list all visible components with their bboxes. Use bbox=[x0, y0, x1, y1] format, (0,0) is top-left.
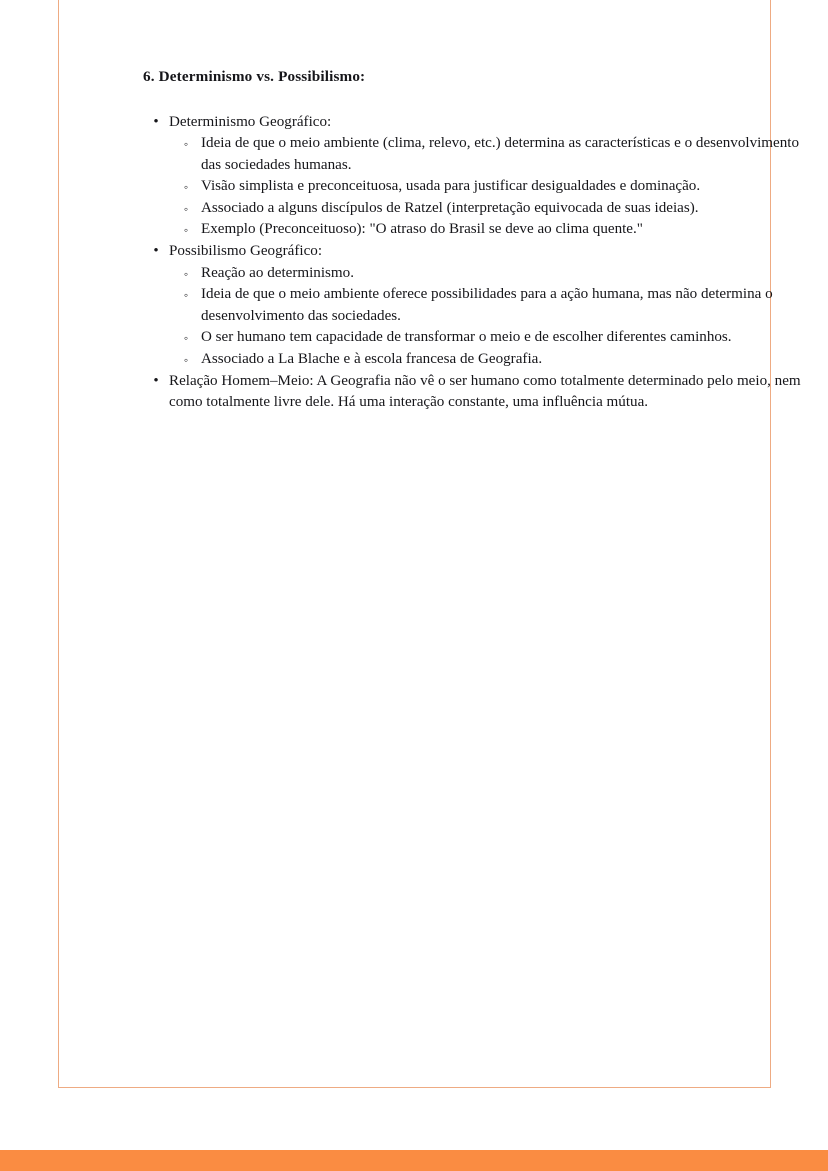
document-content bbox=[143, 67, 803, 414]
list-item bbox=[169, 176, 803, 198]
sub-list bbox=[169, 133, 803, 241]
bullet-circle-icon: ◦ bbox=[183, 201, 189, 216]
list-item-text: Reação ao determinismo. bbox=[201, 264, 354, 281]
list-item bbox=[143, 241, 803, 371]
bullet-circle-icon: ◦ bbox=[183, 137, 189, 152]
list-item bbox=[169, 198, 803, 220]
list-item bbox=[169, 327, 803, 349]
bullet-circle-icon: ◦ bbox=[183, 266, 189, 281]
section-label: Possibilismo Geográfico: bbox=[169, 243, 323, 260]
bullet-circle-icon: ◦ bbox=[183, 331, 189, 346]
list-item-text: Associado a La Blache e à escola francesa de Geografia. bbox=[201, 351, 543, 368]
list-item-text: Exemplo (Preconceituoso): "O atraso do Brasil se deve ao clima quente." bbox=[201, 221, 643, 238]
list-item bbox=[143, 371, 803, 414]
list-item-text: Ideia de que o meio ambiente (clima, relevo, etc.) determina as características e o desenvolvimento das sociedades humanas. bbox=[201, 135, 800, 173]
list-item bbox=[169, 219, 803, 241]
page-title: 6. Determinismo vs. Possibilismo: bbox=[143, 68, 366, 85]
document-page-sheet bbox=[58, 0, 801, 1088]
list-item bbox=[143, 112, 803, 242]
list-item bbox=[169, 349, 803, 371]
bullet-disc-icon: • bbox=[153, 243, 159, 260]
list-item-text: Ideia de que o meio ambiente oferece possibilidades para a ação humana, mas não determina o desenvolvimento das sociedades. bbox=[201, 286, 773, 324]
list-item-text: Associado a alguns discípulos de Ratzel (interpretação equivocada de suas ideias). bbox=[201, 199, 699, 216]
outline-list bbox=[143, 112, 803, 414]
bullet-disc-icon: • bbox=[153, 113, 159, 130]
list-item bbox=[169, 284, 803, 327]
bullet-disc-icon: • bbox=[153, 372, 159, 389]
bullet-circle-icon: ◦ bbox=[183, 353, 189, 368]
bullet-circle-icon: ◦ bbox=[183, 223, 189, 238]
list-item bbox=[169, 133, 803, 176]
list-item bbox=[169, 263, 803, 285]
section-label: Relação Homem–Meio: A Geografia não vê o ser humano como totalmente determinado pelo meio, nem como totalmente livre dele. Há uma interação constante, uma influência mútua. bbox=[169, 372, 801, 411]
section-label: Determinismo Geográfico: bbox=[169, 113, 332, 130]
footer-accent-band bbox=[0, 1150, 828, 1171]
list-item-text: O ser humano tem capacidade de transformar o meio e de escolher diferentes caminhos. bbox=[201, 329, 732, 346]
bullet-circle-icon: ◦ bbox=[183, 180, 189, 195]
list-item-text: Visão simplista e preconceituosa, usada para justificar desigualdades e dominação. bbox=[201, 178, 701, 195]
bullet-circle-icon: ◦ bbox=[183, 288, 189, 303]
sub-list bbox=[169, 263, 803, 371]
